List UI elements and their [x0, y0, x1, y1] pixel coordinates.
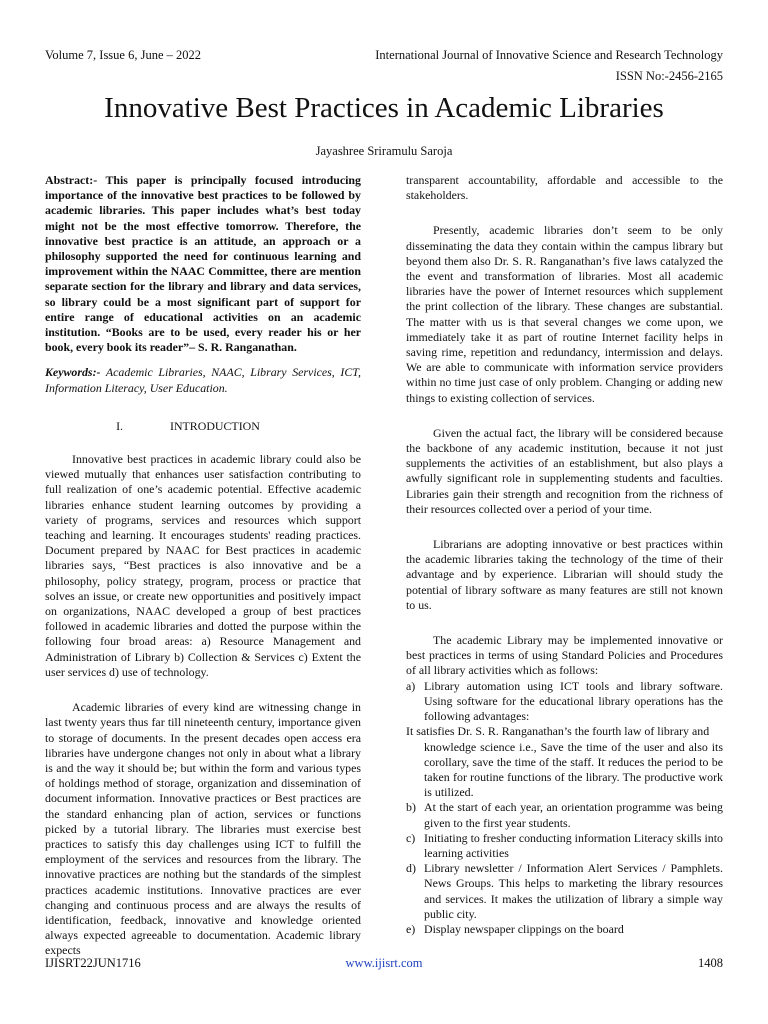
paragraph-presently: Presently, academic libraries don’t seem to be only disseminating the data they contain within the campus library but beyond them also Dr. S. R. Ranganathan’s five laws catalyzed the the event and transformation of libraries. Most all academic libraries have the power of Internet resources which supplement the print collection of the library. These changes are substantial. The matter with us is that several changes we come upon, we immediately take it as part of routine Internet facility helps in saving rime, repetition and redundancy, intermission and delays. We are able to communicate with information service providers within no time just case of only problem. Changing or adding new things to existing collection of services. [406, 223, 723, 405]
author-name: Jayashree Sriramulu Saroja [315, 144, 453, 158]
satisfies-rest: knowledge science i.e., Save the time of the user and also its corollary, save the time of the staff. It reduces the period to be taken for routine functions of the library. The productive work is utilized. [424, 739, 723, 800]
list-item: a) Library automation using ICT tools and library software. Using software for the educational library operations has the following advantages: [406, 678, 723, 724]
journal-url-link[interactable]: www.ijisrt.com [345, 956, 423, 970]
paragraph-given: Given the actual fact, the library will be considered because the backbone of any academic institution, because it not just supplements the activities of an establishment, but also plays a awfully significant role in supplementing students and faculties. Libraries gain their strength and recognition from the richness of their resources collected over a period of your time. [406, 425, 723, 516]
page-number: 1408 [698, 956, 723, 970]
list-item: b) At the start of each year, an orientation programme was being given to the first year students. [406, 800, 723, 830]
journal-name: International Journal of Innovative Science and Research Technology [375, 48, 723, 62]
issn: ISSN No:-2456-2165 [615, 69, 723, 83]
keywords-label: Keywords:- [45, 365, 101, 380]
volume-info: Volume 7, Issue 6, June – 2022 [45, 48, 202, 62]
left-column [45, 173, 361, 959]
list-item: d) Library newsletter / Information Alert Services / Pamphlets. News Groups. This helps to marketing the library resources and services. It makes the utilization of library a simple way public city. [406, 861, 723, 921]
keywords-text: Academic Libraries, NAAC, Library Services, ICT, Information Literacy, User Education. [45, 365, 361, 395]
keywords [45, 365, 361, 395]
practices-list [406, 679, 723, 725]
practices-list-continued [406, 800, 723, 937]
list-item: e) Display newspaper clippings on the board [406, 921, 624, 936]
continued-paragraph: transparent accountability, affordable and accessible to the stakeholders. [406, 173, 723, 203]
intro-paragraph-2: Academic libraries of every kind are witnessing change in last twenty years thus far till nineteenth century, importance given to storage of documents. In the present decades open access era libraries have undergone changes not only in about what a library is and the way it should be; but within the form and various types of holdings method of storage, organization and dissemination of document information. Innovative practices or Best practices are the standard enhancing plan of action, services or functions picked by a tutorial library. The libraries must exercise best practices to satisfy this day challenges using ICT to fulfill the employment of the services and resources from the library. The innovative practices are nothing but the standards of the simplest practices academic institutions. Innovative practices are ever changing and continuous process and are always the results of identification, feedback, innovative and knowledge oriented always expected agreeable to documentation. Academic library expects [45, 700, 361, 958]
paragraph-librarians: Librarians are adopting innovative or best practices within the academic libraries taking the technology of the time of their advantage and by experience. Librarian will should study the potential of library software as many features are still not known to us. [406, 537, 723, 612]
section-title: INTRODUCTION [170, 418, 260, 433]
list-item: c) Initiating to fresher conducting information Literacy skills into learning activities [406, 830, 723, 860]
section-number: I. [116, 418, 123, 433]
intro-paragraph-1: Innovative best practices in academic library could also be viewed mutually that enhances user satisfaction contributing to full realization of one’s academic potential. Effective academic libraries enhance student learning outcomes by providing a variety of programs, services and resources which support teaching and learning. It encourages students' reading practices. Document prepared by NAAC for Best practices in academic libraries says, “Best practices is also innovative and be a philosophy, policy strategy, program, process or practice that solves an issue, or create new opportunities and positively impact on organizations, NAAC developed a group of best practices followed in academic libraries and dotted the purpose within the following four broad areas: a) Resource Management and Administration of Library b) Collection & Services c) Extent the user services d) use of technology. [45, 452, 361, 679]
abstract: Abstract:- This paper is principally focused introducing importance of the innovative best practices to be followed by academic libraries. This paper includes what’s best today might not be the most effective tomorrow. Therefore, the innovative best practice is an attitude, an approach or a philosophy supported the need for continuous learning and improvement within the NAAC Committee, there are mention separate section for the library and library and data services, so library could be a most significant part of support for entire range of educational activities on an academic institution. “Books are to be used, every reader his or her book, every book its reader”– S. R. Ranganathan. [45, 173, 361, 355]
paper-title: Innovative Best Practices in Academic Libraries [104, 92, 664, 124]
paper-id: IJISRT22JUN1716 [45, 956, 141, 970]
satisfies-lead: It satisfies Dr. S. R. Ranganathan’s the fourth law of library and [406, 724, 710, 739]
section-heading [45, 419, 361, 434]
right-column [406, 173, 723, 937]
paragraph-academic-library: The academic Library may be implemented innovative or best practices in terms of using Standard Policies and Procedures of all library activities which as follows: [406, 633, 723, 678]
